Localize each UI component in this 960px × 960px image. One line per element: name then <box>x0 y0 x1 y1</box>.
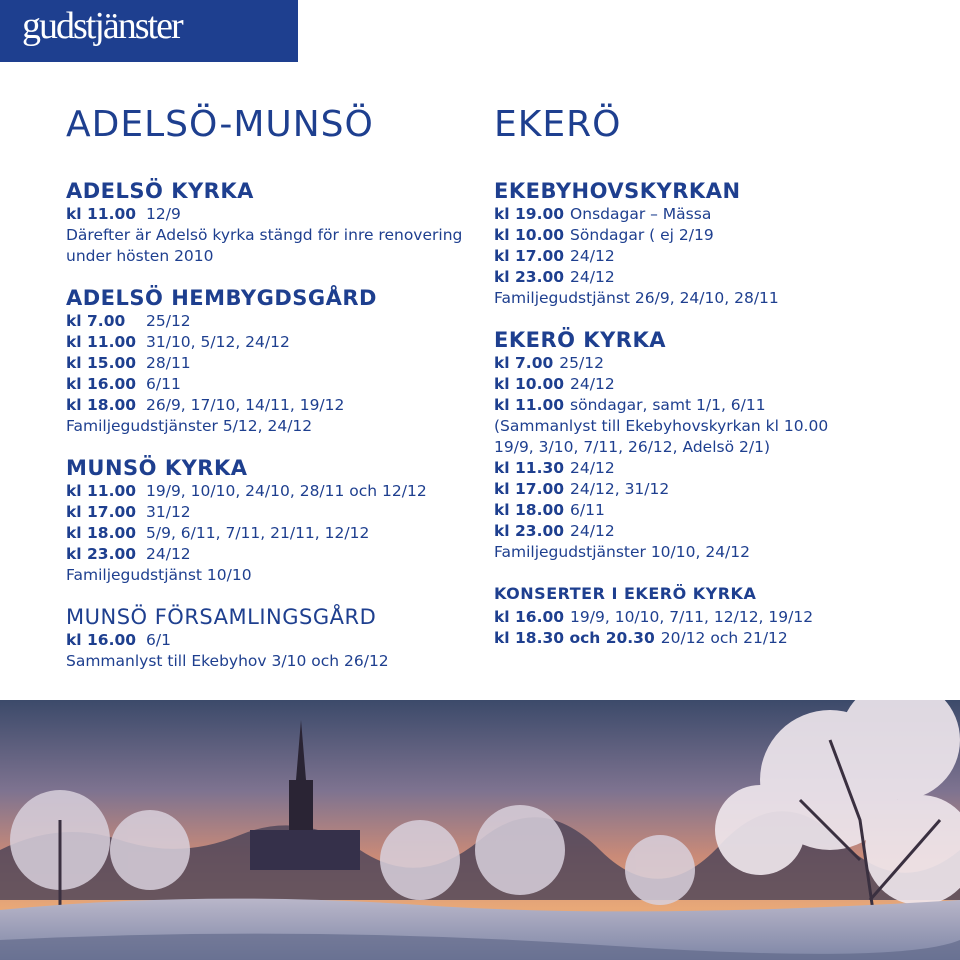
section-adelso-kyrka <box>66 178 476 267</box>
schedule-row: kl 10.00 Söndagar ( ej 2/19 <box>494 226 714 244</box>
schedule-row: kl 23.00 24/12 <box>494 522 615 540</box>
winter-landscape-image <box>0 700 960 960</box>
schedule-note: Familjegudstjänst 26/9, 24/10, 28/11 <box>494 289 779 307</box>
schedule-row: kl 11.00 12/9 <box>66 205 181 223</box>
winter-church-photo <box>0 700 960 960</box>
schedule-row: kl 10.00 24/12 <box>494 375 615 393</box>
section-title: MUNSÖ FÖRSAMLINGSGÅRD <box>66 605 377 629</box>
section-konserter <box>494 581 934 649</box>
section-munso-forsamlingsgard <box>66 604 476 672</box>
schedule-row: kl 16.00 6/11 <box>66 375 181 393</box>
schedule-row: kl 11.00 31/10, 5/12, 24/12 <box>66 333 290 351</box>
section-ekero-kyrka <box>494 327 934 563</box>
region-title-adelso-munso: ADELSÖ-MUNSÖ <box>66 104 374 145</box>
schedule-row: kl 7.00 25/12 <box>494 354 604 372</box>
schedule-row: kl 19.00 Onsdagar – Mässa <box>494 205 712 223</box>
section-ekebyhovskyrkan <box>494 178 934 309</box>
column-adelso-munso <box>66 102 476 690</box>
section-title: MUNSÖ KYRKA <box>66 456 248 480</box>
header-tab <box>0 0 298 62</box>
schedule-row: kl 17.00 24/12 <box>494 247 615 265</box>
schedule-row: kl 18.00 5/9, 6/11, 7/11, 21/11, 12/12 <box>66 524 370 542</box>
schedule-row: kl 17.00 24/12, 31/12 <box>494 480 670 498</box>
schedule-note: (Sammanlyst till Ekebyhovskyrkan kl 10.00 <box>494 417 829 435</box>
schedule-note: Familjegudstjänster 10/10, 24/12 <box>494 543 751 561</box>
schedule-row: kl 16.00 6/1 <box>66 631 171 649</box>
schedule-row: kl 11.00 söndagar, samt 1/1, 6/11 <box>494 396 766 414</box>
schedule-row: kl 11.00 19/9, 10/10, 24/10, 28/11 och 12/12 <box>66 482 427 500</box>
schedule-row: kl 16.00 19/9, 10/10, 7/11, 12/12, 19/12 <box>494 608 814 626</box>
section-title: EKERÖ KYRKA <box>494 328 666 352</box>
schedule-row: kl 18.00 26/9, 17/10, 14/11, 19/12 <box>66 396 345 414</box>
schedule-row: kl 11.30 24/12 <box>494 459 615 477</box>
schedule-row: kl 23.00 24/12 <box>494 268 615 286</box>
header-title: gudstjänster <box>22 5 182 47</box>
schedule-note: Därefter är Adelsö kyrka stängd för inre renovering under hösten 2010 <box>66 226 463 265</box>
region-title-ekero: EKERÖ <box>494 104 622 145</box>
schedule-row: kl 15.00 28/11 <box>66 354 191 372</box>
schedule-row: kl 17.00 31/12 <box>66 503 191 521</box>
schedule-note: 19/9, 3/10, 7/11, 26/12, Adelsö 2/1) <box>494 438 770 456</box>
schedule-note: Sammanlyst till Ekebyhov 3/10 och 26/12 <box>66 652 389 670</box>
section-title: ADELSÖ HEMBYGDSGÅRD <box>66 286 377 310</box>
schedule-note: Familjegudstjänst 10/10 <box>66 566 252 584</box>
column-ekero <box>494 102 934 667</box>
schedule-row: kl 7.00 25/12 <box>66 312 191 330</box>
section-title: KONSERTER I EKERÖ KYRKA <box>494 584 757 603</box>
section-title: ADELSÖ KYRKA <box>66 179 254 203</box>
schedule-row: kl 18.00 6/11 <box>494 501 605 519</box>
section-adelso-hembygdsgard <box>66 285 476 437</box>
section-title: EKEBYHOVSKYRKAN <box>494 179 741 203</box>
schedule-row: kl 23.00 24/12 <box>66 545 191 563</box>
schedule-note: Familjegudstjänster 5/12, 24/12 <box>66 417 313 435</box>
section-munso-kyrka <box>66 455 476 586</box>
schedule-row: kl 18.30 och 20.30 20/12 och 21/12 <box>494 629 788 647</box>
